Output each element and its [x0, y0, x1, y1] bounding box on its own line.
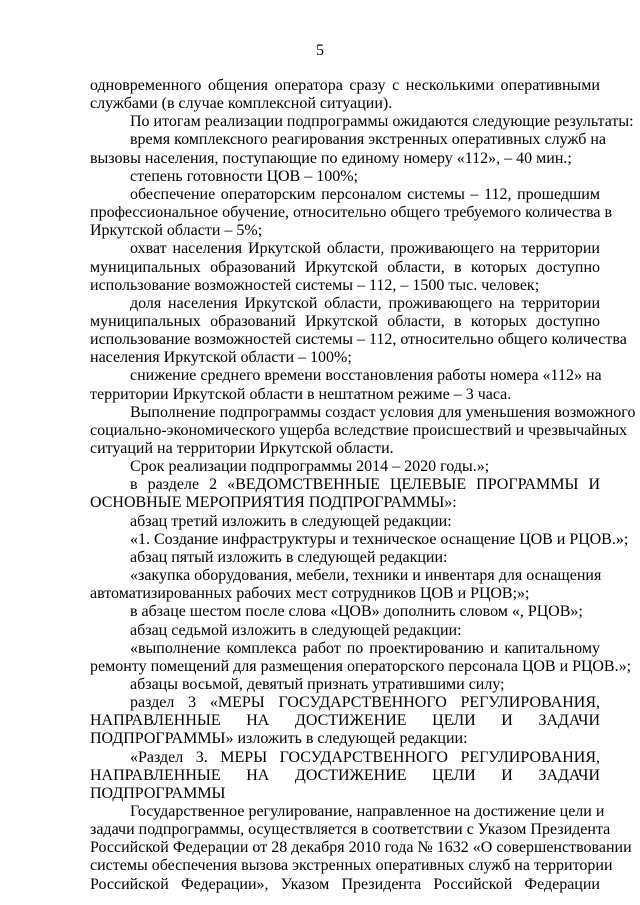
text-line: службами (в случае комплексной ситуации).: [90, 95, 393, 113]
text-line: «Раздел 3. МЕРЫ ГОСУДАРСТВЕННОГО РЕГУЛИРОВАНИЯ,: [130, 748, 600, 766]
page-number: 5: [316, 42, 324, 59]
text-line: «1. Создание инфраструктуры и техническое оснащение ЦОВ и РЦОВ.»;: [130, 530, 629, 548]
text-line: степень готовности ЦОВ – 100%;: [130, 167, 358, 185]
text-line: абзац пятый изложить в следующей редакции:: [130, 548, 448, 566]
text-line: ремонту помещений для размещения операторского персонала ЦОВ и РЦОВ.»;: [90, 657, 632, 675]
text-line: задачи подпрограммы, осуществляется в соответствии с Указом Президента: [90, 821, 611, 839]
text-line: в абзаце шестом после слова «ЦОВ» дополнить словом «, РЦОВ»;: [130, 603, 583, 621]
text-line: абзацы восьмой, девятый признать утратившими силу;: [130, 675, 505, 693]
text-line: Срок реализации подпрограммы 2014 – 2020 годы.»;: [130, 458, 490, 476]
text-line: системы обеспечения вызова экстренных оперативных служб на территории: [90, 857, 613, 875]
text-line: НАПРАВЛЕННЫЕ НА ДОСТИЖЕНИЕ ЦЕЛИ И ЗАДАЧИ: [90, 712, 600, 730]
text-line: «выполнение комплекса работ по проектированию и капитальному: [130, 639, 600, 657]
text-line: Российской Федерации от 28 декабря 2010 года № 1632 «О совершенствовании: [90, 839, 632, 857]
text-line: Иркутской области – 5%;: [90, 222, 263, 240]
text-line: населения Иркутской области – 100%;: [90, 349, 352, 367]
text-line: охват населения Иркутской области, проживающего на территории: [130, 240, 600, 258]
text-line: Российской Федерации», Указом Президента Российской Федерации: [90, 875, 600, 893]
text-line: доля населения Иркутской области, проживающего на территории: [130, 294, 600, 312]
text-line: одновременного общения оператора сразу с несколькими оперативными: [90, 77, 600, 94]
text-line: ОСНОВНЫЕ МЕРОПРИЯТИЯ ПОДПРОГРАММЫ»:: [90, 494, 457, 512]
text-line: абзац седьмой изложить в следующей редакции:: [130, 621, 462, 639]
text-line: время комплексного реагирования экстренных оперативных служб на: [130, 131, 607, 149]
text-line: Выполнение подпрограммы создаст условия для уменьшения возможного: [130, 403, 636, 421]
text-line: НАПРАВЛЕННЫЕ НА ДОСТИЖЕНИЕ ЦЕЛИ И ЗАДАЧИ: [90, 766, 600, 784]
text-line: ПОДПРОГРАММЫ» изложить в следующей редакции:: [90, 730, 468, 748]
text-line: раздел 3 «МЕРЫ ГОСУДАРСТВЕННОГО РЕГУЛИРОВАНИЯ,: [130, 694, 600, 712]
text-line: снижение среднего времени восстановления работы номера «112» на: [130, 367, 602, 385]
text-line: обеспечение операторским персоналом системы – 112, прошедшим: [130, 185, 600, 203]
text-line: территории Иркутской области в нештатном режиме – 3 часа.: [90, 385, 512, 403]
text-line: вызовы населения, поступающие по единому номеру «112», – 40 мин.;: [90, 149, 572, 167]
text-line: муниципальных образований Иркутской области, в которых доступно: [90, 258, 600, 276]
text-line: использование возможностей системы – 112, – 1500 тыс. человек;: [90, 276, 540, 294]
text-line: автоматизированных рабочих мест сотрудников ЦОВ и РЦОВ;»;: [90, 585, 530, 603]
text-line: ситуаций на территории Иркутской области.: [90, 440, 394, 457]
text-line: Государственное регулирование, направленное на достижение цели и: [130, 803, 605, 820]
text-line: ПОДПРОГРАММЫ: [90, 784, 226, 802]
text-line: использование возможностей системы – 112, относительно общего количества: [90, 331, 627, 349]
text-line: социально-экономического ущерба вследствие происшествий и чрезвычайных: [90, 421, 628, 439]
text-line: в разделе 2 «ВЕДОМСТВЕННЫЕ ЦЕЛЕВЫЕ ПРОГРАММЫ И: [130, 476, 600, 494]
text-line: «закупка оборудования, мебели, техники и инвентаря для оснащения: [130, 567, 602, 585]
text-line: муниципальных образований Иркутской области, в которых доступно: [90, 312, 600, 330]
text-line: профессиональное обучение, относительно общего требуемого количества в: [90, 204, 613, 222]
text-line: абзац третий изложить в следующей редакции:: [130, 512, 452, 530]
text-line: По итогам реализации подпрограммы ожидаются следующие результаты:: [130, 113, 634, 131]
